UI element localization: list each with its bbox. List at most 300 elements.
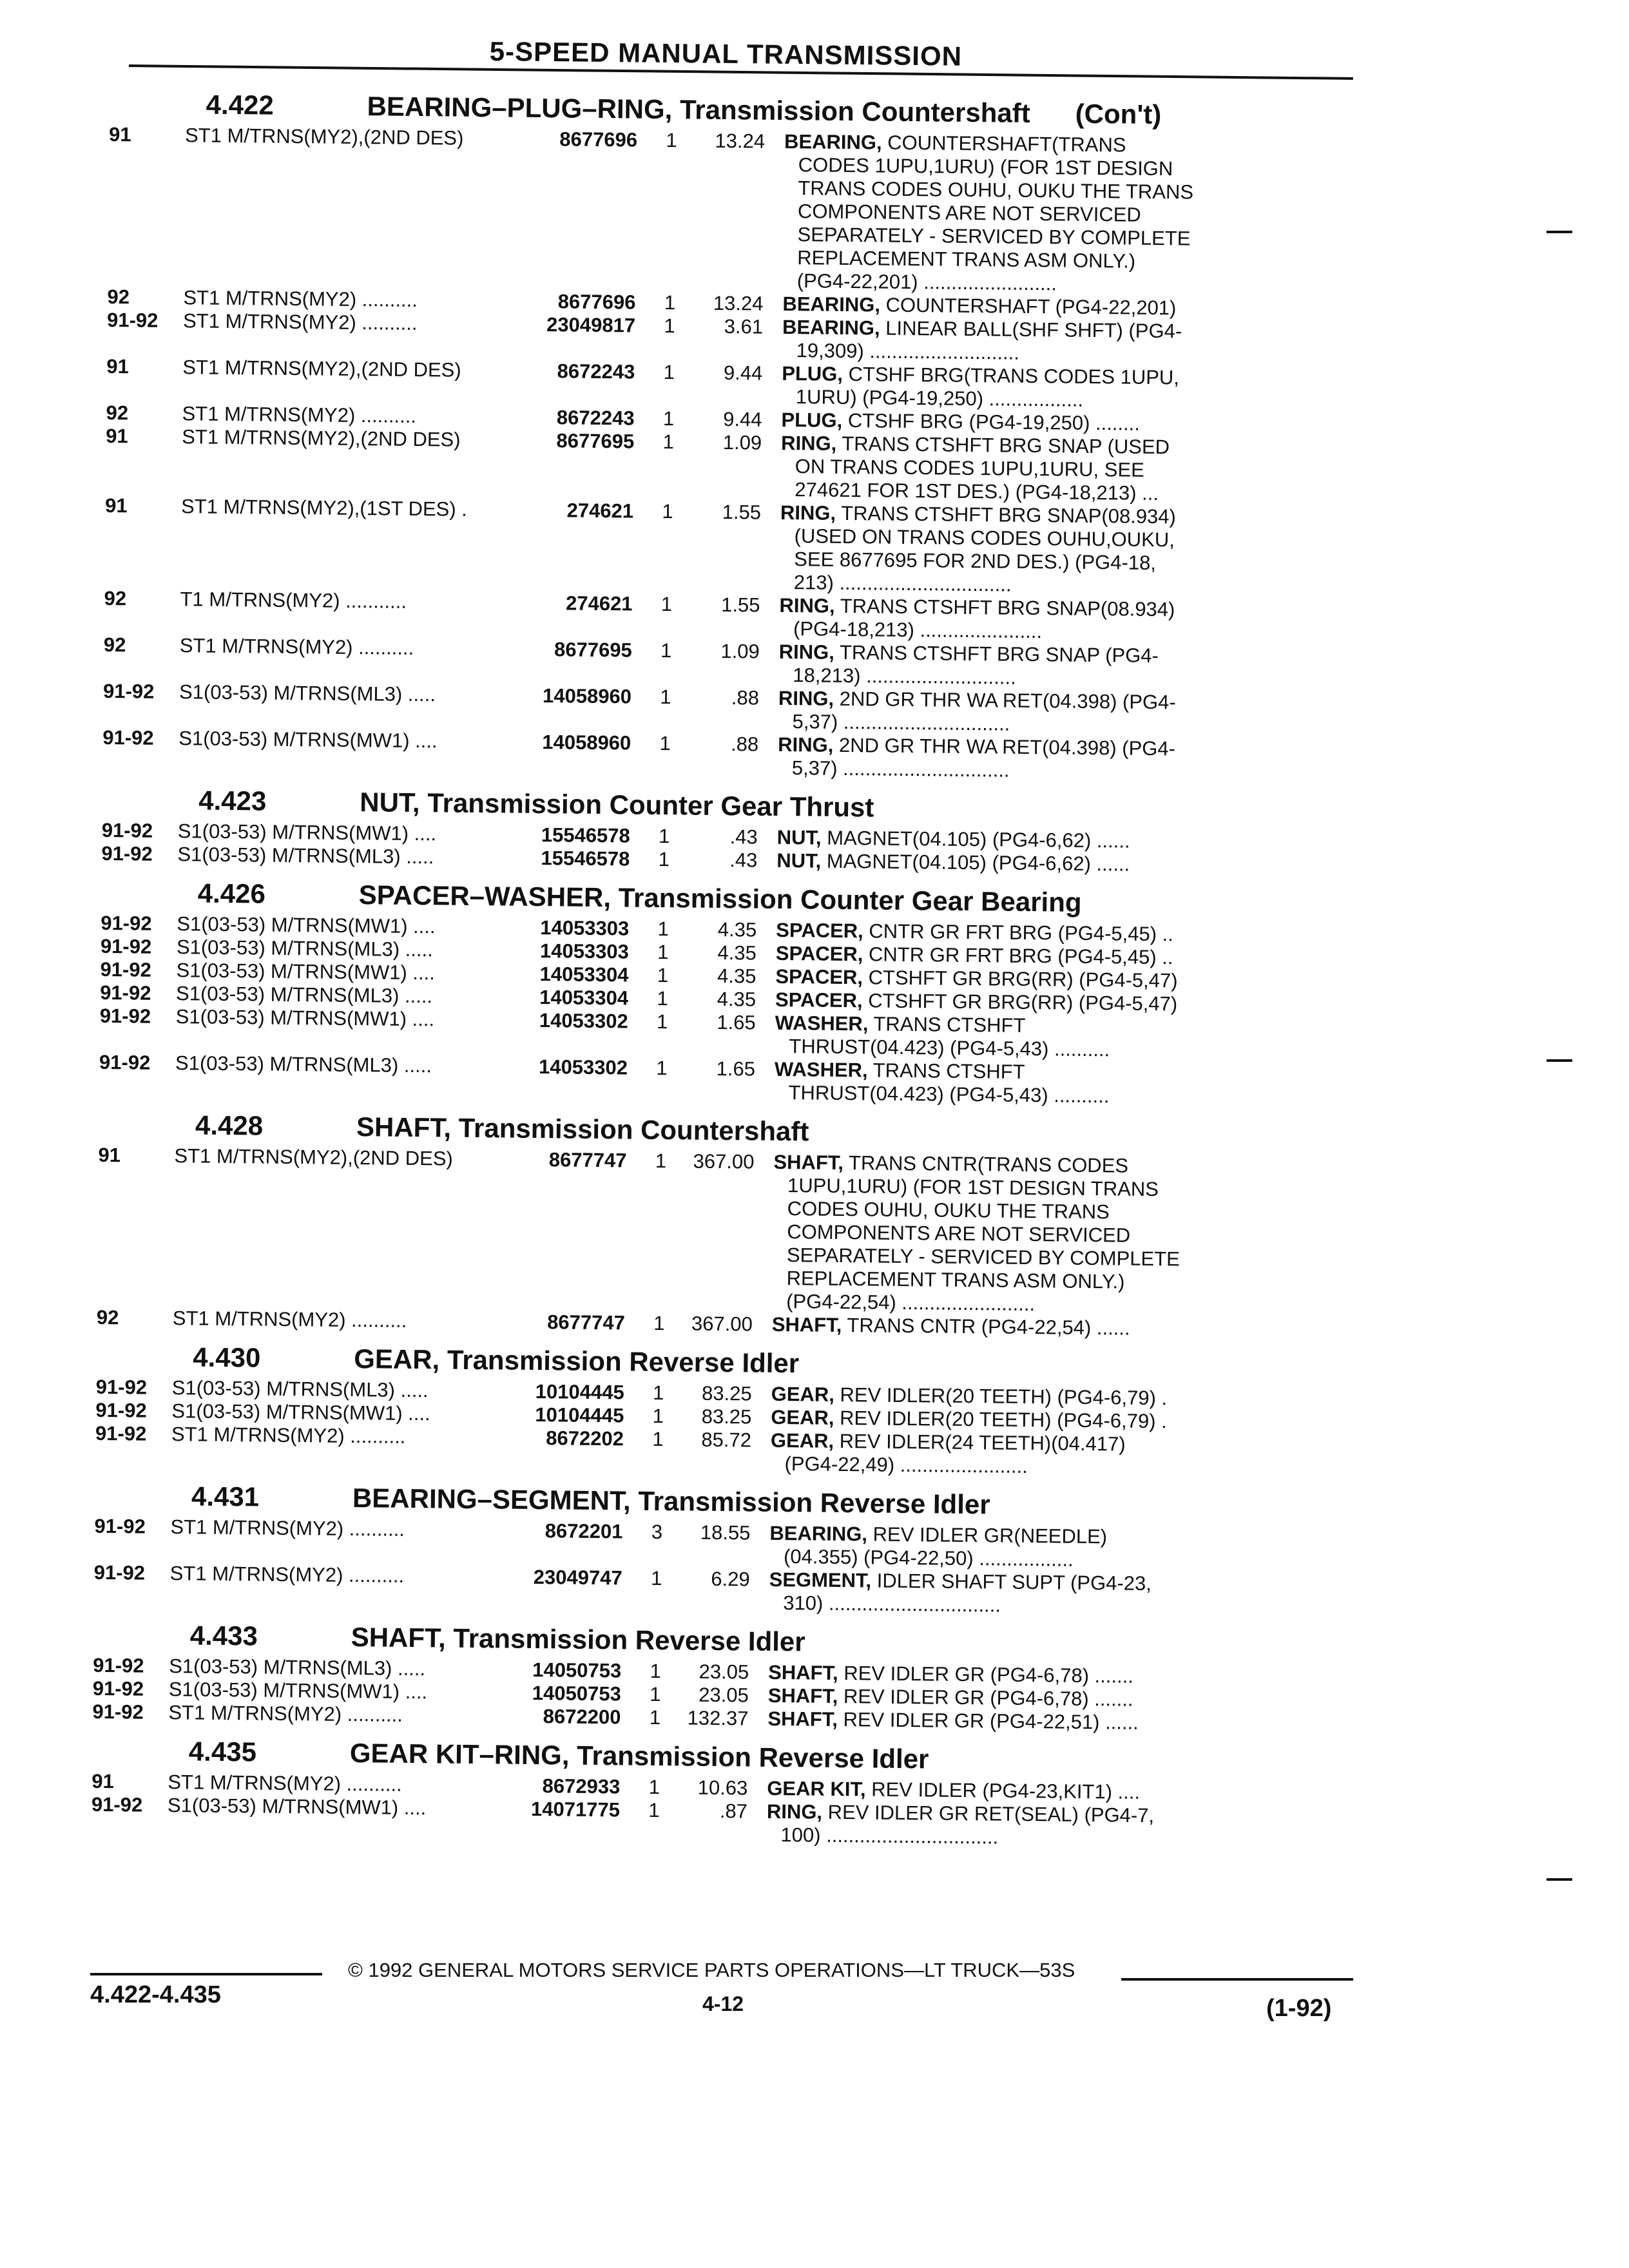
part-number: 14053304: [539, 986, 629, 1010]
part-number: 23049817: [546, 313, 636, 337]
part-name: RING,: [778, 686, 834, 710]
model-application: S1(03-53) M/TRNS(MW1) ....: [175, 1005, 435, 1031]
quantity: 1: [663, 361, 675, 384]
model-year: 91: [92, 1769, 115, 1793]
quantity: 1: [650, 1659, 662, 1683]
part-name: RING,: [766, 1800, 823, 1823]
model-year: 91-92: [101, 841, 153, 865]
description-text: REPLACEMENT TRANS ASM ONLY.): [796, 246, 1136, 273]
part-number: 14058960: [542, 684, 632, 708]
model-year: 91: [98, 1143, 121, 1167]
part-name: SPACER,: [775, 988, 863, 1012]
part-name: RING,: [778, 640, 835, 664]
model-application: ST1 M/TRNS(MY2),(1ST DES) .: [180, 495, 468, 521]
description-line: [772, 1313, 1236, 1341]
quantity: 1: [662, 430, 674, 454]
footer-rule: [90, 1973, 322, 1975]
model-year: 91: [104, 494, 128, 517]
quantity: 1: [659, 731, 671, 755]
catalog-section: [93, 1472, 1351, 1620]
footer-section-range: 4.422-4.435: [90, 1981, 221, 2008]
section-number: 4.431: [191, 1481, 260, 1512]
model-year: 91-92: [91, 1792, 143, 1816]
price: 83.25: [701, 1381, 752, 1405]
description-text: CTSHFT GR BRG(RR) (PG4-5,47): [868, 966, 1178, 992]
price: .43: [729, 825, 758, 849]
price: .87: [719, 1800, 748, 1823]
model-application: ST1 M/TRNS(MY2) ..........: [168, 1771, 402, 1796]
model-year: 91-92: [102, 679, 155, 703]
part-description: [776, 849, 1240, 878]
model-application: S1(03-53) M/TRNS(MW1) ....: [171, 1399, 430, 1425]
part-description: [772, 1313, 1236, 1341]
price: 1.55: [722, 500, 762, 524]
model-year: 91-92: [92, 1677, 144, 1700]
description-text: REV IDLER GR RET(SEAL) (PG4-7,: [827, 1800, 1155, 1827]
description-text: TRANS CNTR(TRANS CODES: [848, 1151, 1129, 1177]
part-name: SPACER,: [775, 941, 863, 966]
part-description: [779, 594, 1244, 646]
model-year: 92: [103, 633, 126, 657]
part-number: 8677695: [554, 638, 632, 662]
model-year: 92: [104, 586, 127, 610]
part-name: BEARING,: [782, 315, 880, 340]
description-text: TRANS CTSHFT BRG SNAP (USED: [842, 432, 1170, 459]
description-line: [769, 1591, 1233, 1620]
footer-rule: [1121, 1978, 1353, 1981]
quantity: 1: [657, 917, 670, 941]
part-name: NUT,: [776, 825, 822, 849]
section-title: BEARING–PLUG–RING, Transmission Countershaft: [367, 91, 1030, 128]
part-name: SHAFT,: [773, 1150, 844, 1175]
description-text: CTSHF BRG (PG4-19,250) ........: [847, 409, 1141, 435]
part-description: [769, 1568, 1233, 1620]
quantity: 1: [657, 940, 669, 964]
part-number: 8672202: [546, 1427, 624, 1450]
part-name: SHAFT,: [767, 1707, 838, 1731]
model-year: 91-92: [101, 911, 152, 935]
price: 10.63: [697, 1776, 748, 1800]
catalog-section: [97, 1101, 1356, 1342]
description-text: ON TRANS CODES 1UPU,1URU, SEE: [795, 455, 1144, 481]
part-name: SHAFT,: [771, 1312, 842, 1337]
model-application: S1(03-53) M/TRNS(MW1) ....: [177, 912, 436, 938]
description-text: REV IDLER(20 TEETH) (PG4-6,79) .: [840, 1383, 1168, 1410]
part-name: BEARING,: [769, 1521, 868, 1546]
description-text: 274621 FOR 1ST DES.) (PG4-18,213) ...: [795, 478, 1159, 505]
price: 132.37: [687, 1706, 749, 1730]
price: 6.29: [711, 1567, 750, 1591]
model-year: 91-92: [99, 1050, 151, 1074]
part-number: 8677696: [559, 128, 638, 151]
part-name: BEARING,: [782, 292, 881, 316]
model-application: S1(03-53) M/TRNS(ML3) .....: [175, 1052, 432, 1077]
model-year: 91-92: [102, 726, 154, 749]
part-number: 14050753: [532, 1658, 622, 1682]
description-text: THRUST(04.423) (PG4-5,43) ..........: [789, 1035, 1110, 1061]
part-name: GEAR KIT,: [767, 1776, 866, 1801]
part-number: 15546578: [541, 823, 630, 847]
description-text: COMPONENTS ARE NOT SERVICED: [797, 200, 1141, 226]
part-row: [97, 1144, 1355, 1319]
description-line: [774, 1081, 1238, 1110]
part-row: [104, 494, 1362, 600]
part-name: NUT,: [776, 849, 822, 872]
description-text: SEE 8677695 FOR 2ND DES.) (PG4-18,: [794, 548, 1157, 575]
catalog-section: [102, 81, 1366, 785]
model-application: ST1 M/TRNS(MY2),(2ND DES): [184, 124, 464, 149]
quantity: 1: [664, 291, 676, 314]
part-row: [108, 123, 1366, 298]
description-text: IDLER SHAFT SUPT (PG4-23,: [876, 1569, 1152, 1595]
description-text: CODES OUHU, OUKU THE TRANS: [787, 1197, 1110, 1224]
description-line: [776, 849, 1240, 878]
price: .88: [730, 733, 759, 756]
description-text: (USED ON TRANS CODES OUHU,OUKU,: [794, 524, 1175, 552]
part-number: 14058960: [542, 731, 631, 754]
model-application: ST1 M/TRNS(MY2) ..........: [170, 1515, 405, 1541]
footer-date: (1-92): [1266, 1995, 1332, 2022]
part-number: 14053304: [539, 963, 629, 986]
part-name: SHAFT,: [768, 1660, 838, 1684]
part-description: [778, 687, 1242, 738]
model-year: 91-92: [100, 934, 152, 958]
model-application: S1(03-53) M/TRNS(ML3) .....: [175, 982, 433, 1008]
model-year: 91-92: [106, 308, 159, 332]
price: 85.72: [701, 1428, 752, 1452]
catalog-section: [101, 776, 1358, 878]
price: 4.35: [717, 964, 757, 988]
model-year: 92: [107, 285, 130, 309]
part-name: SPACER,: [775, 965, 863, 989]
part-number: 274621: [565, 591, 633, 615]
section-number: 4.430: [193, 1341, 261, 1373]
section-number: 4.423: [198, 785, 267, 816]
quantity: 1: [664, 314, 675, 338]
model-application: ST1 M/TRNS(MY2) ..........: [172, 1307, 407, 1332]
price: 1.09: [722, 430, 762, 454]
price: 23.05: [699, 1683, 749, 1707]
description-text: REV IDLER(20 TEETH) (PG4-6,79) .: [839, 1406, 1167, 1433]
part-description: [774, 1058, 1239, 1110]
catalog-section: [95, 1333, 1353, 1481]
description-text: TRANS CTSHFT BRG SNAP (PG4-: [839, 640, 1159, 668]
quantity: 1: [650, 1566, 662, 1590]
description-line: [778, 756, 1242, 785]
description-text: TRANS CTSHFT BRG SNAP(08.934): [841, 501, 1177, 528]
model-year: 91-92: [101, 818, 153, 842]
description-text: 5,37) ..............................: [792, 710, 1010, 735]
price: 1.09: [720, 639, 760, 663]
model-application: S1(03-53) M/TRNS(MW1) ....: [177, 820, 437, 845]
quantity: 1: [660, 593, 673, 616]
description-text: (PG4-22,49) .......................: [784, 1452, 1028, 1478]
price: .43: [729, 849, 758, 872]
quantity: 1: [666, 129, 677, 152]
description-text: (PG4-22,201) ........................: [796, 269, 1057, 295]
part-number: 14053303: [539, 939, 630, 963]
description-text: MAGNET(04.105) (PG4-6,62) ......: [827, 826, 1130, 852]
price: 1.65: [716, 1057, 756, 1081]
model-application: S1(03-53) M/TRNS(ML3) .....: [176, 936, 434, 961]
section-title: SHAFT, Transmission Countershaft: [356, 1111, 809, 1147]
quantity: 1: [662, 500, 673, 523]
description-text: REV IDLER GR (PG4-6,78) .......: [843, 1685, 1133, 1711]
margin-mark: [1547, 231, 1572, 233]
quantity: 1: [655, 1149, 667, 1173]
description-text: REV IDLER GR(NEEDLE): [872, 1523, 1108, 1548]
section-title: GEAR, Transmission Reverse Idler: [354, 1343, 800, 1379]
price: 23.05: [699, 1660, 749, 1684]
description-text: TRANS CODES OUHU, OUKU THE TRANS: [798, 177, 1194, 204]
part-name: RING,: [778, 733, 834, 756]
part-number: 14053302: [539, 1009, 628, 1033]
catalog-section: [91, 1727, 1349, 1852]
model-application: ST1 M/TRNS(MY2) ..........: [169, 1562, 405, 1587]
model-application: S1(03-53) M/TRNS(ML3) .....: [177, 843, 434, 869]
section-number: 4.428: [195, 1110, 264, 1141]
price: 3.61: [724, 315, 764, 338]
model-application: S1(03-53) M/TRNS(ML3) .....: [169, 1655, 426, 1680]
model-year: 91: [106, 354, 130, 378]
part-number: 14053302: [538, 1055, 628, 1079]
price: 1.55: [721, 593, 760, 617]
part-number: 274621: [566, 499, 634, 523]
price: 367.00: [693, 1149, 755, 1173]
description-text: TRANS CNTR (PG4-22,54) ......: [847, 1314, 1130, 1340]
part-description: [778, 733, 1242, 785]
model-application: S1(03-53) M/TRNS(MW1) ....: [168, 1678, 428, 1704]
quantity: 1: [650, 1682, 661, 1706]
model-application: S1(03-53) M/TRNS(MW1) ....: [178, 727, 438, 753]
description-text: 19,309) ...........................: [796, 339, 1020, 364]
part-number: 8672200: [543, 1705, 621, 1729]
quantity: 1: [653, 1311, 665, 1335]
quantity: 1: [656, 1010, 668, 1033]
part-name: WASHER,: [775, 1011, 869, 1035]
part-description: [772, 1151, 1238, 1318]
footer-page-number: 4-12: [702, 1992, 744, 2015]
description-text: REV IDLER (PG4-23,KIT1) ....: [871, 1778, 1141, 1803]
description-text: 5,37) ..............................: [791, 756, 1010, 782]
description-text: CODES 1UPU,1URU) (FOR 1ST DESIGN: [798, 153, 1173, 180]
description-text: THRUST(04.423) (PG4-5,43) ..........: [788, 1081, 1110, 1108]
quantity: 1: [658, 824, 670, 848]
description-line: [766, 1823, 1230, 1852]
model-application: S1(03-53) M/TRNS(ML3) .....: [178, 680, 436, 706]
quantity: 1: [657, 986, 668, 1010]
margin-mark: [1547, 1059, 1572, 1062]
model-year: 92: [106, 401, 129, 425]
description-text: 1URU) (PG4-19,250) .................: [795, 385, 1084, 411]
part-number: 10104445: [535, 1403, 624, 1427]
quantity: 1: [662, 407, 675, 430]
description-text: 2ND GR THR WA RET(04.398) (PG4-: [838, 733, 1176, 760]
catalog-section: [99, 869, 1358, 1110]
quantity: 3: [651, 1520, 663, 1544]
part-name: WASHER,: [774, 1057, 868, 1082]
part-description: [782, 362, 1246, 414]
description-text: 1UPU,1URU) (FOR 1ST DESIGN TRANS: [787, 1174, 1159, 1201]
part-name: SHAFT,: [767, 1684, 838, 1707]
part-number: 8677747: [546, 1311, 626, 1334]
price: 367.00: [691, 1312, 753, 1336]
price: 13.24: [715, 129, 766, 153]
part-name: SEGMENT,: [769, 1568, 872, 1592]
part-number: 14071775: [530, 1797, 621, 1821]
part-description: [767, 1707, 1231, 1736]
description-text: MAGNET(04.105) (PG4-6,62) ......: [826, 849, 1130, 876]
parts-listing: [91, 81, 1366, 1856]
description-text: CNTR GR FRT BRG (PG4-5,45) ..: [869, 919, 1174, 946]
price: 18.55: [700, 1521, 751, 1544]
description-text: 100) ...............................: [780, 1823, 999, 1849]
description-text: REV IDLER GR (PG4-22,51) ......: [843, 1708, 1139, 1734]
price: 9.44: [723, 361, 763, 385]
part-name: GEAR,: [770, 1428, 834, 1452]
part-number: 14050753: [532, 1682, 622, 1706]
description-text: REV IDLER(24 TEETH)(04.417): [839, 1429, 1126, 1456]
part-number: 14053303: [540, 916, 630, 940]
quantity: 1: [649, 1706, 661, 1729]
part-description: [769, 1522, 1234, 1573]
part-description: [780, 432, 1245, 506]
model-application: ST1 M/TRNS(MY2),(2ND DES): [182, 356, 461, 381]
model-application: ST1 M/TRNS(MY2) ..........: [182, 402, 417, 428]
description-text: SEPARATELY - SERVICED BY COMPLETE: [786, 1244, 1180, 1271]
part-number: 8677695: [556, 429, 635, 453]
page-title: 5-SPEED MANUAL TRANSMISSION: [489, 36, 963, 72]
section-number: 4.433: [189, 1620, 258, 1651]
description-text: (PG4-22,54) ........................: [786, 1290, 1036, 1316]
part-number: 8672243: [556, 406, 635, 430]
price: 9.44: [723, 408, 762, 431]
part-number: 8672243: [557, 360, 635, 383]
description-text: CTSHFT GR BRG(RR) (PG4-5,47): [868, 989, 1178, 1015]
description-text: 213) ...............................: [793, 571, 1012, 596]
model-application: ST1 M/TRNS(MY2),(2ND DES): [182, 425, 461, 451]
part-description: [780, 501, 1244, 599]
description-text: TRANS CTSHFT: [872, 1059, 1025, 1083]
part-name: GEAR,: [771, 1382, 835, 1406]
description-text: TRANS CTSHFT: [873, 1012, 1026, 1037]
description-text: 2ND GR THR WA RET(04.398) (PG4-: [839, 687, 1176, 714]
section-number: 4.422: [206, 89, 274, 120]
part-name: PLUG,: [782, 361, 843, 385]
section-number: 4.435: [188, 1736, 257, 1767]
description-text: REV IDLER GR (PG4-6,78) .......: [843, 1662, 1134, 1687]
description-text: TRANS CTSHFT BRG SNAP(08.934): [840, 594, 1175, 621]
price: 13.24: [713, 291, 764, 315]
part-number: 23049747: [533, 1566, 622, 1590]
model-application: ST1 M/TRNS(MY2) ..........: [179, 634, 414, 659]
part-name: RING,: [780, 431, 837, 455]
model-year: 91: [106, 424, 128, 448]
quantity: 1: [652, 1381, 664, 1405]
model-year: 91-92: [95, 1375, 148, 1399]
quantity: 1: [657, 963, 669, 987]
part-number: 8677696: [557, 290, 636, 314]
description-text: COUNTERSHAFT(TRANS: [887, 131, 1126, 157]
price: 4.35: [717, 918, 757, 941]
margin-mark: [1547, 1878, 1572, 1881]
description-text: CTSHF BRG(TRANS CODES 1UPU,: [848, 363, 1180, 389]
part-name: RING,: [779, 593, 835, 617]
description-line: [770, 1452, 1234, 1481]
part-description: [766, 1800, 1231, 1852]
price: 1.65: [717, 1010, 756, 1034]
section-title: BEARING–SEGMENT, Transmission Reverse Idler: [352, 1483, 990, 1520]
part-name: RING,: [780, 501, 836, 524]
model-application: S1(03-53) M/TRNS(MW1) ....: [176, 959, 436, 985]
price: 4.35: [717, 941, 757, 965]
price: .88: [731, 686, 760, 709]
model-year: 91-92: [95, 1421, 147, 1445]
description-text: SEPARATELY - SERVICED BY COMPLETE: [797, 223, 1191, 250]
model-year: 92: [96, 1305, 119, 1329]
quantity: 1: [656, 1056, 668, 1080]
part-name: BEARING,: [784, 130, 882, 154]
model-year: 91-92: [95, 1398, 147, 1422]
price: 4.35: [717, 987, 757, 1011]
quantity: 1: [652, 1404, 664, 1428]
section-title: SPACER–WASHER, Transmission Counter Gear Bearing: [358, 879, 1082, 918]
model-year: 91-92: [93, 1653, 144, 1677]
model-year: 91-92: [92, 1700, 144, 1724]
quantity: 1: [648, 1775, 660, 1799]
model-year: 91-92: [100, 957, 152, 981]
model-application: S1(03-53) M/TRNS(MW1) ....: [167, 1794, 427, 1820]
part-description: [782, 316, 1246, 367]
part-description: [783, 130, 1249, 298]
part-description: [770, 1429, 1235, 1481]
catalog-section: [92, 1611, 1350, 1736]
part-description: [775, 1012, 1239, 1063]
quantity: 1: [660, 686, 671, 709]
model-application: S1(03-53) M/TRNS(ML3) .....: [171, 1376, 429, 1402]
part-number: 15546578: [541, 847, 630, 870]
quantity: 1: [658, 847, 670, 871]
section-title: NUT, Transmission Counter Gear Thrust: [360, 787, 874, 823]
part-number: 10104445: [535, 1380, 624, 1404]
description-text: LINEAR BALL(SHF SHFT) (PG4-: [885, 316, 1182, 343]
description-text: (PG4-18,213) ......................: [793, 617, 1043, 643]
part-number: 8677747: [548, 1148, 627, 1172]
model-application: T1 M/TRNS(MY2) ...........: [180, 588, 407, 613]
description-text: (04.355) (PG4-22,50) .................: [783, 1545, 1074, 1571]
description-text: CNTR GR FRT BRG (PG4-5,45) ..: [868, 943, 1173, 969]
section-title: GEAR KIT–RING, Transmission Reverse Idler: [349, 1738, 929, 1774]
model-application: ST1 M/TRNS(MY2) ..........: [183, 286, 418, 312]
part-description: [778, 640, 1243, 692]
section-title: SHAFT, Transmission Reverse Idler: [351, 1622, 805, 1657]
part-row: [105, 425, 1362, 507]
model-application: ST1 M/TRNS(MY2) ..........: [182, 309, 418, 335]
part-name: PLUG,: [781, 408, 843, 432]
footer-copyright: © 1992 GENERAL MOTORS SERVICE PARTS OPERATIONS—LT TRUCK—53S: [348, 1959, 1075, 1981]
part-name: GEAR,: [771, 1405, 834, 1429]
description-line: [767, 1707, 1231, 1736]
quantity: 1: [652, 1427, 664, 1451]
model-year: 91-92: [99, 1004, 151, 1028]
description-text: COMPONENTS ARE NOT SERVICED: [787, 1220, 1131, 1247]
quantity: 1: [660, 639, 672, 662]
price: 83.25: [701, 1405, 752, 1428]
description-text: REPLACEMENT TRANS ASM ONLY.): [786, 1267, 1125, 1293]
description-text: COUNTERSHAFT (PG4-22,201): [885, 293, 1177, 320]
part-name: SPACER,: [776, 918, 863, 943]
description-text: 310) ...............................: [783, 1591, 1001, 1617]
